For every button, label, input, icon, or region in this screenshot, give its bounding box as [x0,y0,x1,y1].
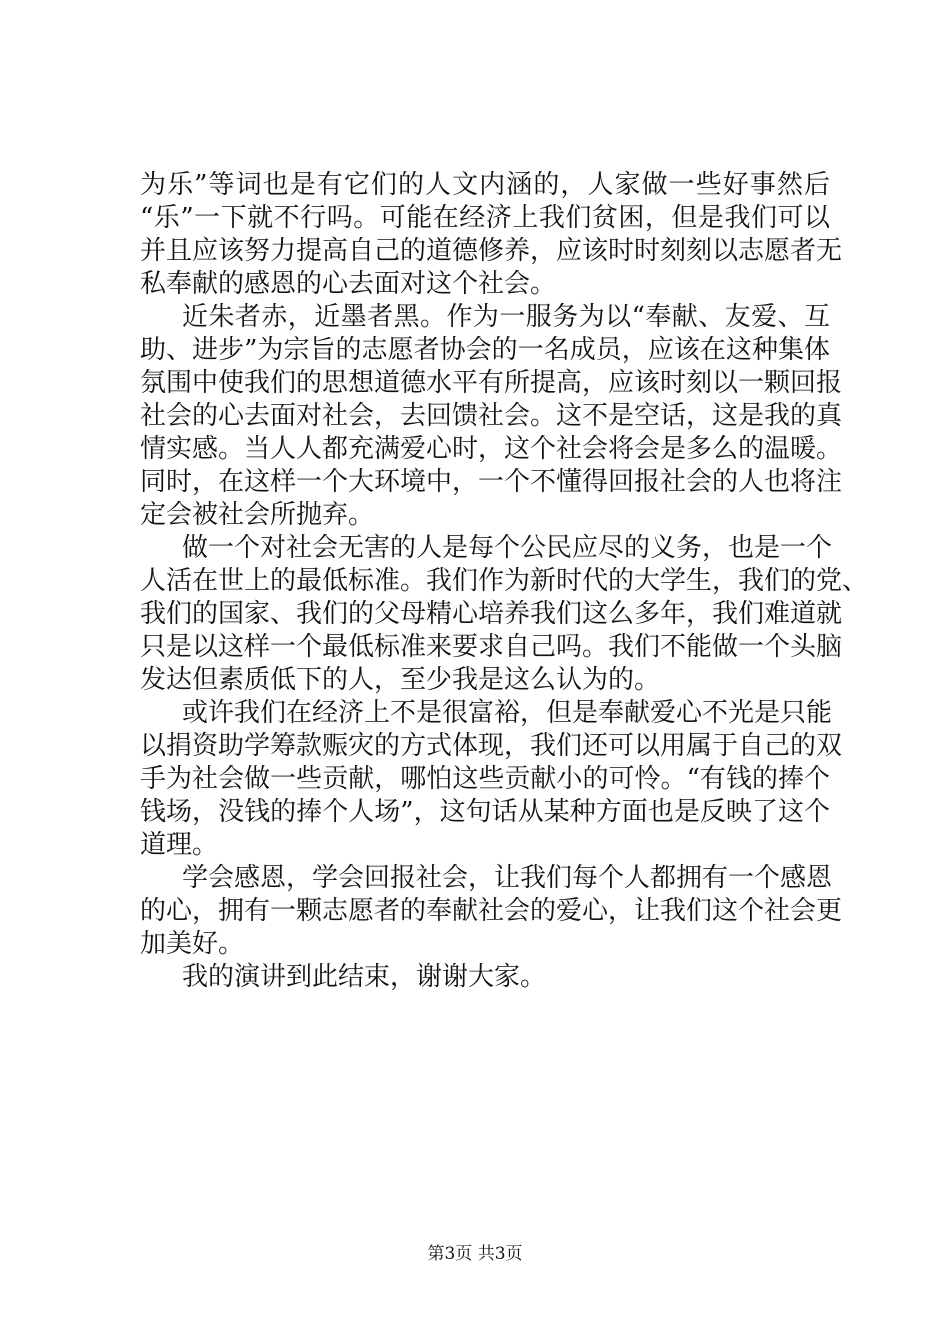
text-line: 定会被社会所抛弃。 [140,500,375,530]
text-line: 氛围中使我们的思想道德水平有所提高，应该时刻以一颗回报 [140,368,843,398]
text-line: 发达但素质低下的人，至少我是这么认为的。 [140,665,661,695]
text-line: 情实感。当人人都充满爱心时，这个社会将会是多么的温暖。 [140,434,843,464]
text-line: 人活在世上的最低标准。我们作为新时代的大学生，我们的党、 [140,566,869,596]
text-line: 私奉献的感恩的心去面对这个社会。 [140,269,557,299]
paragraph [140,697,843,862]
text-line: 社会的心去面对社会，去回馈社会。这不是空话，这是我的真 [140,401,843,431]
paragraph [140,961,830,994]
text-line: 并且应该努力提高自己的道德修养，应该时时刻刻以志愿者无 [140,236,843,266]
text-line: 学会感恩，学会回报社会，让我们每个人都拥有一个感恩 [182,863,833,893]
text-line: 近朱者赤，近墨者黑。作为一服务为以“奉献、友爱、互 [182,302,830,332]
text-line: 只是以这样一个最低标准来要求自己吗。我们不能做一个头脑 [140,632,843,662]
document-body [140,169,869,994]
paragraph [140,532,869,697]
text-line: 助、进步”为宗旨的志愿者协会的一名成员，应该在这种集体 [140,335,830,365]
text-line: 钱场，没钱的捧个人场”，这句话从某种方面也是反映了这个 [140,797,830,827]
paragraph [140,169,843,301]
text-line: 道理。 [140,830,219,860]
text-line: 为乐”等词也是有它们的人文内涵的，人家做一些好事然后 [140,170,830,200]
text-line: 手为社会做一些贡献，哪怕这些贡献小的可怜。“有钱的捧个 [140,764,830,794]
text-line: 加美好。 [140,929,245,959]
text-line: “乐”一下就不行吗。可能在经济上我们贫困，但是我们可以 [140,203,830,233]
paragraph [140,862,843,961]
text-line: 以捐资助学筹款赈灾的方式体现，我们还可以用属于自己的双 [140,731,843,761]
text-line: 我的演讲到此结束，谢谢大家。 [182,962,547,992]
text-line: 做一个对社会无害的人是每个公民应尽的义务，也是一个 [182,533,833,563]
text-line: 或许我们在经济上不是很富裕，但是奉献爱心不光是只能 [182,698,833,728]
text-line: 同时，在这样一个大环境中，一个不懂得回报社会的人也将注 [140,467,843,497]
text-line: 我们的国家、我们的父母精心培养我们这么多年，我们难道就 [140,599,843,629]
page-number-footer: 第3页 共3页 [427,1244,523,1264]
paragraph [140,301,843,532]
text-line: 的心，拥有一颗志愿者的奉献社会的爱心，让我们这个社会更 [140,896,843,926]
